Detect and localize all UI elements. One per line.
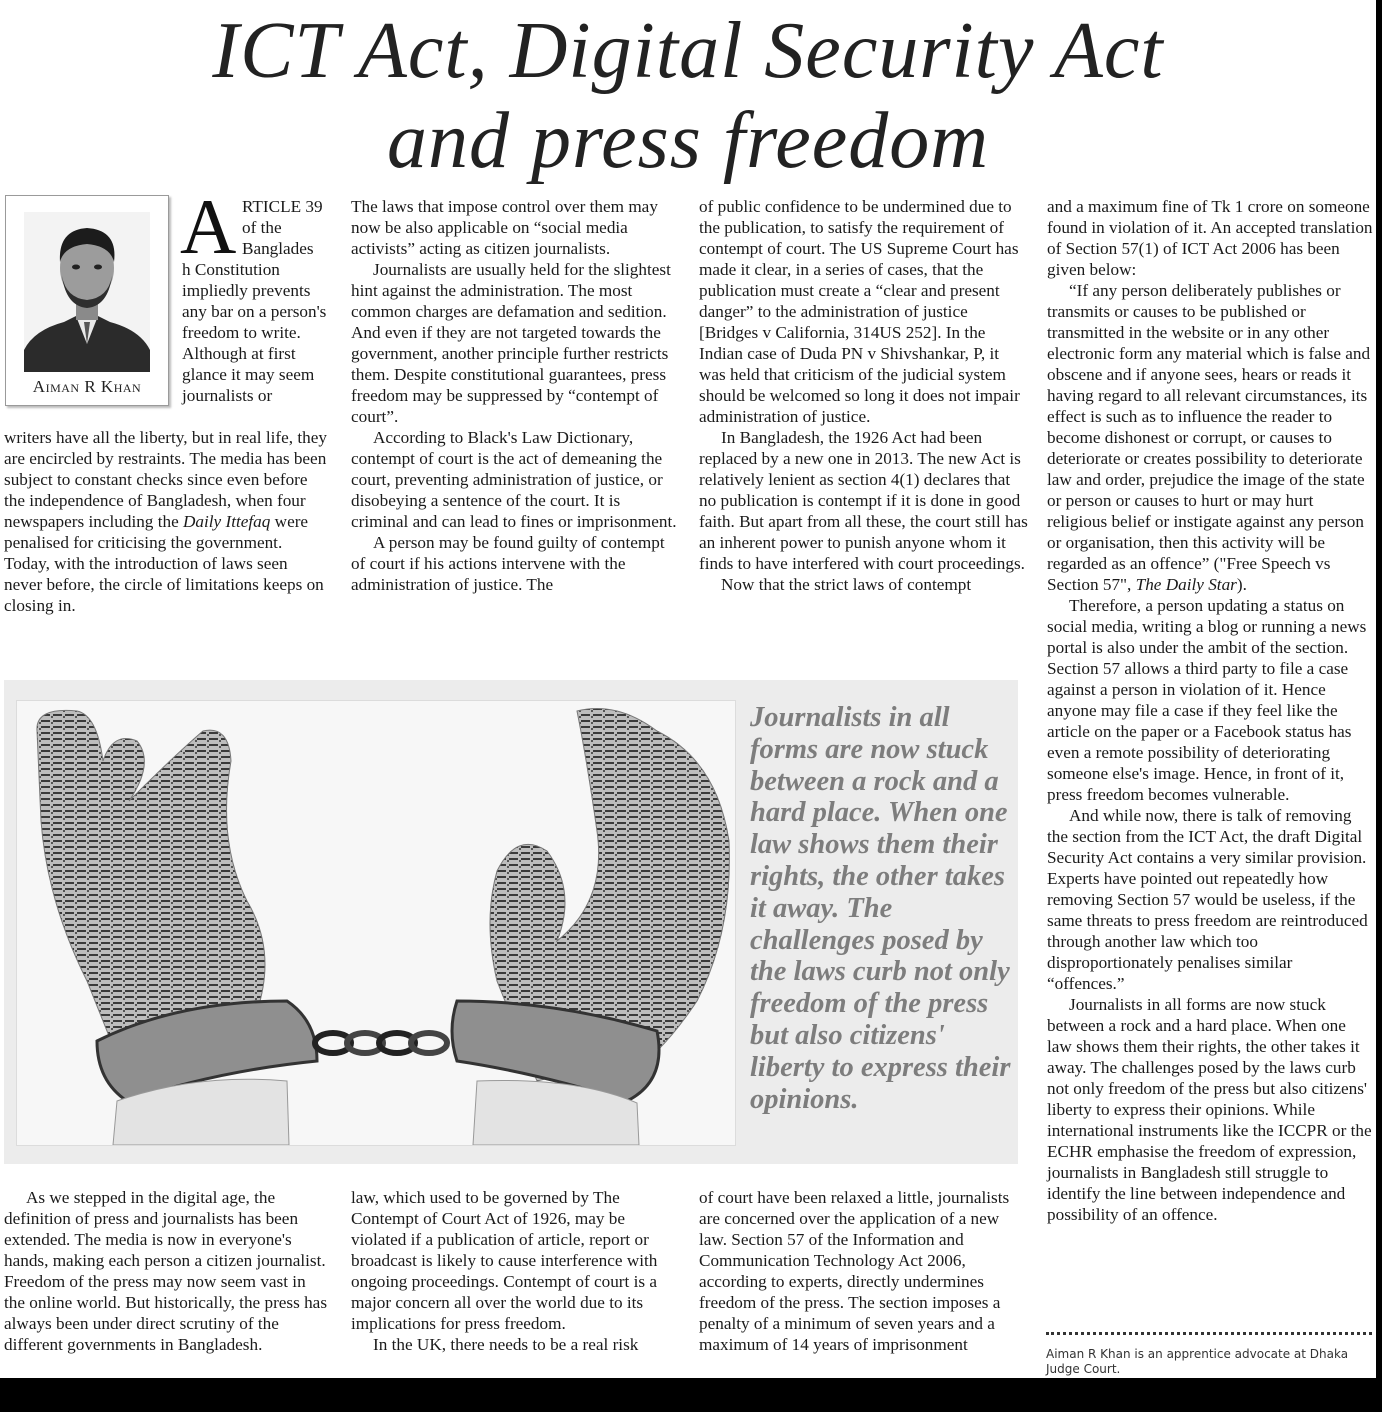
handcuffed-newspaper-hands-icon [17, 701, 735, 1145]
paragraph: Journalists in all forms are now stuck between a rock and a hard place. When one law shows them their rights, the other takes it away. The challenges posed by the laws curb not only freedom of the press but also citizens' liberty to express their opinions. While international instruments like the ICCPR or the ECHR emphasise the freedom of expression, journalists in Bangladesh still struggle to identify the line between independence and possibility of an offence. [1047, 995, 1372, 1224]
column-1-top [4, 427, 330, 616]
paragraph: And while now, there is talk of removing the section from the ICT Act, the draft Digital Security Act contains a very similar provision. Experts have pointed out repeatedly how removing Section 57 would be useless, if the same threats to press freedom are reintroduced through another law which too disproportionately penalises similar “offences.” [1047, 806, 1368, 993]
column-2-top [351, 196, 681, 595]
paragraph: Now that the strict laws of contempt [721, 575, 972, 594]
column-3-bottom [699, 1187, 1029, 1355]
lead-text-wide: writers have all the liberty, but in real life, they are encircled by restraints. The media has been subject to constant checks since even before the independence of Bangladesh, when four newspapers including the Daily Ittefaq were penalised for criticising the government. Today, with the introduction of laws seen never before, the circle of limitations keeps on closing in. [4, 428, 327, 615]
quoted-section-57: “If any person deliberately publishes or transmits or causes to be published or transmitted in the website or in any other electronic form any material which is false and obscene and if anyone sees, hears or reads it having regard to all relevant circumstances, its effect is such as to influence the reader to become dishonest or corrupt, or causes to deteriorate or creates possibility to deteriorate law and order, prejudice the image of the state or person or causes to hurt or may hurt religious belief or instigate against any person or organisation, then this activity will be regarded as an offence” ("Free Speech vs Section 57", The Daily Star). [1047, 281, 1371, 594]
paragraph: Journalists are usually held for the slightest hint against the administration. The most common charges are defamation and sedition. And even if they are not targeted towards the government, another principle further restricts them. Despite constitutional guarantees, press freedom may be suppressed by “contempt of court”. [351, 260, 671, 426]
paragraph: Therefore, a person updating a status on social media, writing a blog or running a news portal is also under the ambit of the section. Section 57 allows a third party to file a case against a person in violation of it. Hence anyone may file a case if they feel like the article on the paper or a Facebook status has even a remote possibility of deteriorating someone else's image. Hence, in front of it, press freedom becomes vulnerable. [1047, 596, 1367, 804]
lead-line-1: RTICLE 39 [242, 197, 323, 216]
source-daily-star: The Daily Star [1135, 575, 1237, 594]
handcuffed-hands-illustration [16, 700, 736, 1146]
author-bio: Aiman R Khan is an apprentice advocate at Dhaka Judge Court. [1046, 1347, 1349, 1376]
scan-edge-right [1376, 0, 1382, 1412]
paragraph: The laws that impose control over them may now be also applicable on “social media activists” acting as citizen journalists. [351, 197, 658, 258]
paragraph: law, which used to be governed by The Contempt of Court Act of 1926, may be violated if a publication of article, report or broadcast is likely to cause interference with ongoing proceedings. Contempt of court is a major concern all over the world due to its implications for press freedom. [351, 1188, 658, 1333]
scan-edge-bottom [0, 1378, 1382, 1412]
paragraph: of court have been relaxed a little, journalists are concerned over the application of a new law. Section 57 of the Information and Communication Technology Act 2006, according to experts, directly undermines freedom of the press. The section imposes a penalty of a minimum of seven years and a maximum of 14 years of imprisonment [699, 1188, 1010, 1354]
paragraph: and a maximum fine of Tk 1 crore on someone found in violation of it. An accepted translation of Section 57(1) of ICT Act 2006 has been given below: [1047, 197, 1373, 279]
author-name: Aiman R Khan [32, 377, 142, 396]
paragraph: As we stepped in the digital age, the definition of press and journalists has been extended. The media is now in everyone's hands, making each person a citizen journalist. Freedom of the press may now seem vast in the online world. But historically, the press has always been under direct scrutiny of the different governments in Bangladesh. [4, 1188, 328, 1354]
column-2-bottom [351, 1187, 681, 1355]
column-4 [1047, 196, 1373, 1225]
lead-line-2: of the [242, 218, 282, 237]
pull-quote: Journalists in all forms are now stuck between a rock and a hard place. When one law shows them their rights, the other takes it away. The challenges posed by the laws curb not only freedom of the press but also citizens' liberty to express their opinions. [750, 702, 1011, 1115]
paragraph: In Bangladesh, the 1926 Act had been replaced by a new one in 2013. The new Act is relatively lenient as section 4(1) declares that no publication is contempt if it is done in good faith. But apart from all these, the court still has an inherent power to punish anyone whom it finds to have interfered with court proceedings. [699, 428, 1028, 573]
column-3-top [699, 196, 1029, 595]
lead-line-3: Banglades [242, 239, 314, 258]
illustration-band [4, 680, 1018, 1164]
paragraph: According to Black's Law Dictionary, contempt of court is the act of demeaning the court, preventing administration of justice, or disobeying a sentence of the court. It is criminal and can lead to fines or imprisonment. [351, 428, 677, 531]
headline [0, 6, 1376, 186]
author-photo-box [5, 195, 169, 406]
bio-divider [1046, 1332, 1372, 1335]
lead-first-lines [242, 196, 328, 259]
headline-line-1: ICT Act, Digital Security Act [212, 7, 1164, 95]
column-1-bottom [4, 1187, 330, 1355]
drop-cap: A [180, 183, 237, 270]
lead-text-narrow: h Constitution impliedly prevents any bar on a person's freedom to write. Although at first glance it may seem journalists or [182, 260, 327, 405]
paragraph: of public confidence to be undermined due to the publication, to satisfy the requirement of contempt of court. The US Supreme Court has made it clear, in a series of cases, that the publication must create a “clear and present danger” to the administration of justice [Bridges v California, 314US 252]. In the Indian case of Duda PN v Shivshankar, P, it was held that criticism of the judicial system should be welcomed so long it does not impair administration of justice. [699, 197, 1020, 426]
paragraph: A person may be found guilty of contempt of court if his actions intervene with the administration of justice. The [351, 533, 665, 594]
newspaper-name-ittefaq: Daily Ittefaq [183, 512, 271, 531]
headline-line-2: and press freedom [386, 97, 990, 185]
author-portrait-icon [24, 212, 150, 372]
paragraph: In the UK, there needs to be a real risk [373, 1335, 639, 1354]
